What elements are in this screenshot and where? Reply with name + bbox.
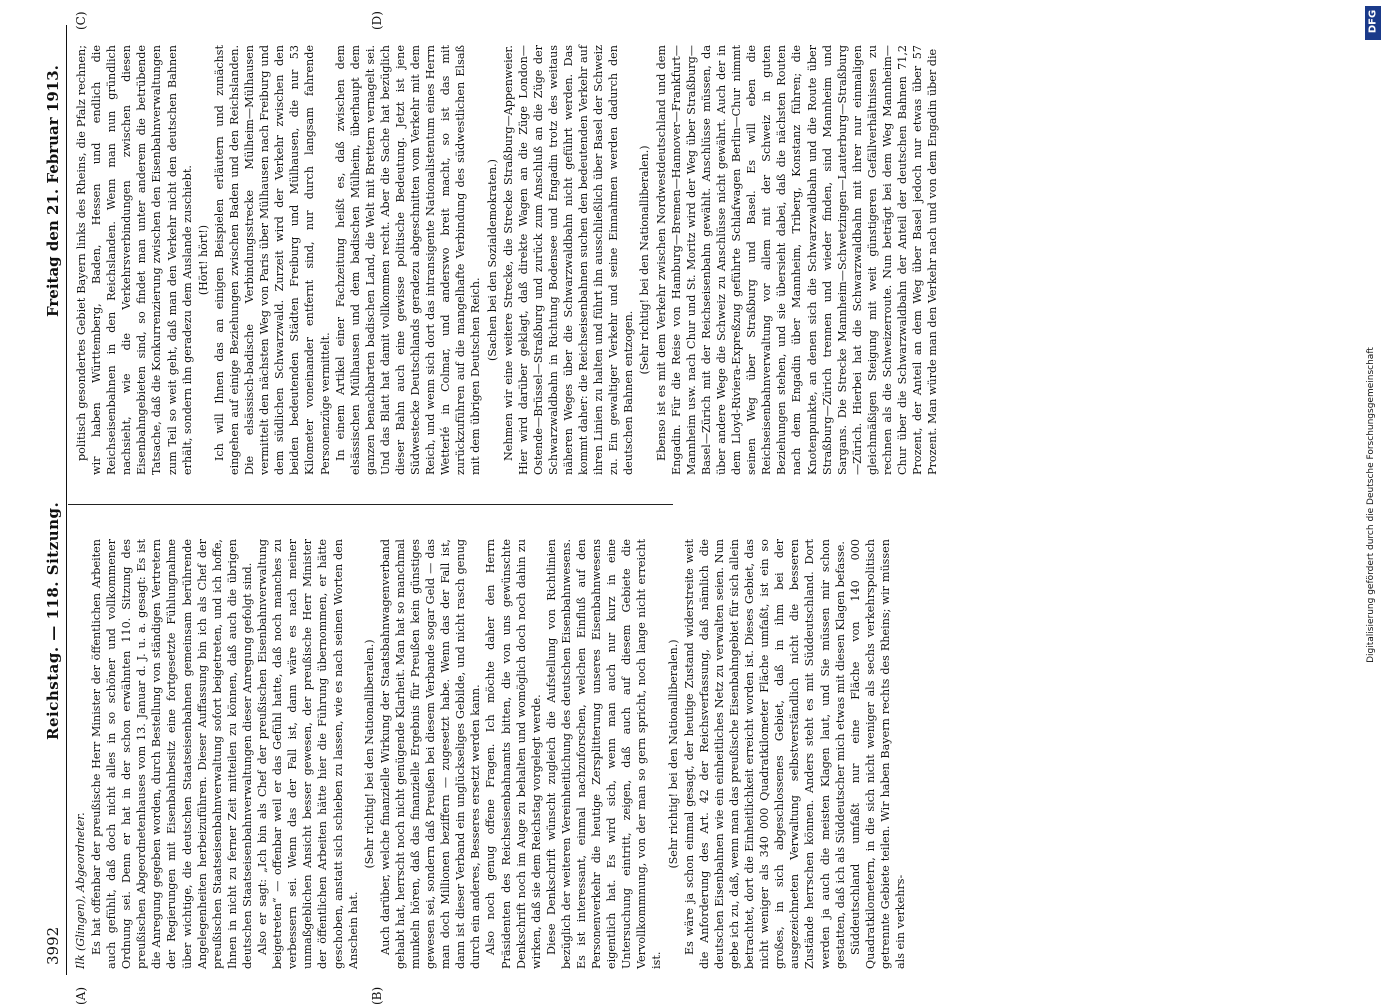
page-title: Reichstag. — 118. Sitzung. <box>44 501 62 740</box>
column-left-text <box>89 539 908 969</box>
column-divider <box>68 504 673 505</box>
interjection: (Sehr richtig! bei den Nationalliberalen.) <box>666 639 680 869</box>
margin-letter-d: (D) <box>370 11 384 30</box>
page-date: Freitag den 21. Februar 1913. <box>44 65 62 317</box>
digitization-note-text: Digitalisierung gefördert durch die Deutsche Forschungsgemeinschaft <box>1366 347 1376 663</box>
paragraph: Es wäre ja schon einmal gesagt, der heutige Zustand widerstreite weit die Anforderung des Art. 42 der Reichsverfassung, daß nämlich die deutschen Eisenbahnen wie ein einheitliches Netz zu verwalten seien. Nun gebe ich zu, daß, wenn man das preußische Eisenbahngebiet für sich allein betrachtet, dort die Einheitlichkeit erreicht worden ist. Dieses Gebiet, das nicht weniger als 340 000 Quadratkilometer Fläche umfaßt, ist ein so großes, in sich abgeschlossenes Gebiet, daß in ihm bei der ausgezeichneten Verwaltung selbstverständlich nicht die besseren Zustände herrschen können. Anders steht es mit Süddeutschland. Dort werden ja auch die meisten Klagen laut, und Sie müssen mir schon gestatten, daß ich als Süddeutscher mich etwas mit diesen Klagen befasse. <box>682 539 847 969</box>
interjection: (Sehr richtig! bei den Nationalliberalen.) <box>638 145 652 375</box>
paragraph: Ebenso ist es mit dem Verkehr zwischen Nordwestdeutschland und dem Engadin. Für die Reise von Hamburg—Bremen—Hannover—Frankfurt—Mannheim usw. nach Chur und St. Moritz wird der Weg über Straßburg—Basel—Zürich mit der Reichseisenbahn gewählt. Anschlüsse müssen, da über andere Wege die Schweiz zu Anschlüsse nicht gewährt. Auch der in dem Lloyd-Riviera-Expreßzug geführte Schlafwagen Berlin—Chur nimmt seinen Weg über Straßburg und Basel. Es will eben die Reichseisenbahnverwaltung vor allem mit der Schweiz in guten Beziehungen stehen, und sie übersieht dabei, daß die nächsten Routen nach dem Engadin über Mannheim, Triberg, Konstanz führen; die Knotenpunkte, an denen sich die Schwarzwaldbahn und die Route über Straßburg—Zürich trennen und wieder finden, sind Mannheim und Sargans. Die Strecke Mannheim—Schwetzingen—Lauterburg—Straßburg—Zürich. Hierbei hat die Schwarzwaldbahn mit ihrer nur einmaligen gleichmäßigen Steigung mit weit günstigeren Gefällverhältnissen zu rechnen als die Schweizerroute. Nun beträgt bei dem Weg Mannheim—Chur über die Schwarzwaldbahn der Anteil der deutschen Bahnen 71,2 Prozent, der Anteil an dem Weg über Basel jedoch nur etwas über 57 Prozent. Man würde man den Verkehr nach und von dem Engadin über die <box>654 45 940 475</box>
paragraph: Also noch genug offene Fragen. Ich möchte daher den Herrn Präsidenten des Reichseisenbahnamts bitten, die von uns gewünschte Denkschrift noch im Auge zu behalten und womöglich doch noch dahin zu wirken, daß sie dem Reichstag vorgelegt werde. <box>484 539 543 969</box>
dfg-logo-text: DFG <box>1367 9 1379 34</box>
column-right <box>74 45 940 475</box>
dfg-logo <box>1365 6 1381 40</box>
paragraph: Auch darüber, welche finanzielle Wirkung der Staatsbahnwagenverband gehabt hat, herrscht noch nicht genügende Klarheit. Man hat so manchmal munkeln hören, daß das finanzielle Ergebnis für Preußen kein günstiges gewesen sei, sondern daß Preußen bei diesem Verbande sogar Geld — das man doch Millionen beziffern — zugesetzt habe. Wenn das der Fall ist, dann ist dieser Verband ein unglückseliges Gebilde, und nicht rasch genug durch ein anderes, Besseres ersetzt werden kann. <box>378 539 483 969</box>
page-header <box>40 25 67 975</box>
paragraph: Es hat offenbar der preußische Herr Minister der öffentlichen Arbeiten auch gefühlt, daß doch nicht alles in so schöner und vollkommener Ordnung sei. Denn er hat in der schon erwähnten 110. Sitzung des preußischen Abgeordnetenhauses vom 13. Januar d. J. u. a. gesagt: Es ist die Anregung gegeben worden, durch Bestellung von ständigen Vertretern der Regierungen mit Eisenbahnbesitz eine fortgesetzte Fühlungnahme über wichtige, die deutschen Staatseisenbahnen gemeinsam berührende Angelegenheiten herbeizuführen. Dieser Auffassung bin ich als Chef der preußischen Staatseisenbahnverwaltung sofort beigetreten, und ich hoffe, Ihnen in nicht zu ferner Zeit mitteilen zu können, daß auch die übrigen deutschen Staatseisenbahnverwaltungen dieser Anregung gefolgt sind. <box>90 539 254 969</box>
column-right-text <box>74 45 940 475</box>
interjection: (Sehr richtig! bei den Nationalliberalen.) <box>362 639 376 869</box>
paragraph: Ich will Ihnen das an einigen Beispielen erläutern und zunächst eingehen auf einige Beziehungen zwischen Baden und den Reichslanden. Die elsässisch-badische Verbindungsstrecke Mülheim—Mülhausen vermittelt den nächsten Weg von Paris über Mülhausen nach Freiburg und dem südlichen Schwarzwald. Zurzeit wird der Verkehr zwischen den beiden bedeutenden Städten Freiburg und Mülhausen, die nur 53 Kilometer voneinander entfernt sind, nur durch langsam fahrende Personenzüge vermittelt. <box>212 45 332 475</box>
column-left <box>74 539 907 969</box>
paragraph: Also er sagt: „Ich bin als Chef der preußischen Eisenbahnverwaltung beigetreten“ — offenbar weil er das Gefühl hatte, daß noch manches zu verbessern sei. Wenn das der Fall ist, dann wäre es nach meiner unmaßgeblichen Ansicht besser gewesen, der preußische Herr Minister der öffentlichen Arbeiten hätte hier die Führung übernommen, er hätte geschoben, anstatt sich schieben zu lassen, wie es nach seinen Worten den Anschein hat. <box>256 539 360 969</box>
page-number: 3992 <box>44 926 62 965</box>
interjection: (Hört! hört!) <box>196 224 210 296</box>
margin-letter-a: (A) <box>74 986 88 1005</box>
speaker-line: Ilk (Glingen), Abgeordneter. <box>74 812 87 969</box>
paragraph: In einem Artikel einer Fachzeitung heißt es, daß zwischen dem elsässischen Mülhausen und dem badischen Mülheim, überhaupt dem ganzen benachbarten badischen Land, die Welt mit Brettern vernagelt sei. Und das Blatt hat damit vollkommen recht. Aber die Sache hat bezüglich dieser Bahn auch eine gewisse politische Bedeutung. Jetzt ist jene Südwestecke Deutschlands geradezu abgeschnitten vom Verkehr mit dem Reich, und wenn sich dort das intransigente Nationalistentum eines Herrn Wetterlé in Colmar, und anderswo breit macht, so ist das mit zurückzuführen auf die mangelhafte Verbindung des südwestlichen Elsaß mit dem übrigen Deutschen Reich. <box>333 45 483 475</box>
digitization-note <box>1366 120 1380 890</box>
paragraph: politisch gesondertes Gebiet Bayern links des Rheins, die Pfalz rechnen; wir haben Württemberg, Baden, Hessen und endlich die Reichseisenbahnen in den Reichslanden. Wenn man nun gründlich nachsieht, wie die Verkehrsverbindungen zwischen diesen Eisenbahngebieten sind, so findet man unter anderem die betrübende Tatsache, daß die Konkurrenzierung zwischen den Eisenbahnverwaltungen zum Teil so weit geht, daß man den Verkehr nicht den deutschen Bahnen erhält, sondern ihn geradezu dem Auslande zuschiebt. <box>75 45 194 475</box>
interjection: (Sachen bei den Sozialdemokraten.) <box>485 159 499 361</box>
paragraph: Nehmen wir eine weitere Strecke, die Strecke Straßburg—Appenweier. Hier wird darüber geklagt, daß direkte Wagen an die Züge London—Ostende—Brüssel—Straßburg und zurück zum Anschluß an die Züge der Schwarzwaldbahn in Richtung Bodensee und Engadin trotz des weitaus näheren Weges über die Schwarzwaldbahn nicht geführt werden. Das kommt daher: die Reichseisenbahnen suchen den bedeutenden Verkehr auf ihren Linien zu halten und führt ihn ausschließlich über Basel der Schweiz zu. Ein gewaltiger Verkehr und seine Einnahmen werden dadurch den deutschen Bahnen entzogen. <box>501 45 636 475</box>
margin-letter-b: (B) <box>370 986 384 1005</box>
rotated-page <box>40 11 940 1005</box>
margin-letter-c: (C) <box>74 11 88 30</box>
paragraph: Süddeutschland umfaßt nur eine Fläche von 140 000 Quadratkilometern, in die sich nicht weniger als sechs verkehrspolitisch getrennte Gebiete teilen. Wir haben Bayern rechts des Rheins; wir müssen als ein verkehrs- <box>848 539 907 969</box>
paragraph: Diese Denkschrift wünscht zugleich die Aufstellung von Richtlinien bezüglich der weiteren Vereinheitlichung des deutschen Eisenbahnwesens. Es ist interessant, einmal nachzuforschen, welchen Einfluß auf den Personenverkehr die heutige Zersplitterung unseres Eisenbahnwesens eigentlich hat. Es wird sich, wenn man auch nur kurz in eine Untersuchung eintritt, zeigen, daß auch auf diesem Gebiete die Vervollkommnung, von der man so gern spricht, noch lange nicht erreicht ist. <box>544 539 664 969</box>
